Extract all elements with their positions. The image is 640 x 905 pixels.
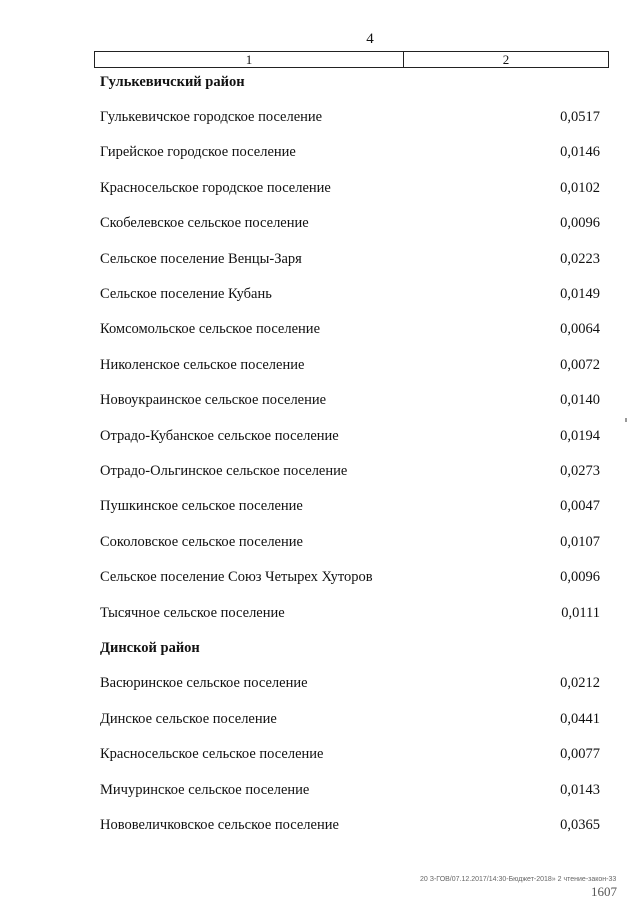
table-row — [100, 315, 600, 345]
settlement-name: Комсомольское сельское поселение — [100, 321, 320, 338]
column-1-header: 1 — [95, 52, 404, 67]
coefficient-value: 0,0072 — [560, 356, 600, 373]
coefficient-value: 0,0212 — [560, 675, 600, 692]
scan-mark — [625, 418, 627, 422]
settlement-name: Отрадо-Ольгинское сельское поселение — [100, 462, 348, 479]
coefficient-value: 0,0365 — [560, 816, 600, 833]
district-heading-row — [100, 633, 600, 663]
settlement-name: Соколовское сельское поселение — [100, 533, 303, 550]
coefficient-value: 0,0517 — [560, 108, 600, 125]
settlement-name: Гулькевичское городское поселение — [100, 108, 323, 125]
coefficient-value: 0,0064 — [560, 321, 600, 338]
footer-stamp: 20 З-ГОВ/07.12.2017/14:30-Бюджет-2018» 2 чтение-закон-33 — [420, 876, 617, 883]
coefficient-value: 0,0096 — [560, 215, 600, 232]
column-2-header: 2 — [502, 52, 510, 67]
table-row — [100, 527, 600, 557]
coefficient-value: 0,0096 — [560, 569, 600, 586]
settlement-name: Нововеличковское сельское поселение — [100, 816, 339, 833]
settlement-name: Красносельское сельское поселение — [100, 746, 324, 763]
coefficient-value: 0,0194 — [560, 427, 600, 444]
settlement-name: Пушкинское сельское поселение — [100, 498, 303, 515]
settlement-name: Васюринское сельское поселение — [100, 675, 308, 692]
district-name: Динской район — [100, 639, 200, 656]
coefficient-value: 0,0140 — [560, 392, 600, 409]
table-row — [100, 209, 600, 239]
coefficient-value: 0,0077 — [560, 746, 600, 763]
settlement-name: Сельское поселение Союз Четырех Хуторов — [100, 569, 373, 586]
district-heading-row — [100, 67, 600, 97]
table-row — [100, 810, 600, 840]
settlement-name: Мичуринское сельское поселение — [100, 781, 310, 798]
table-row — [100, 138, 600, 168]
page-number: 4 — [366, 31, 374, 47]
coefficient-value: 0,0149 — [560, 285, 600, 302]
table-row — [100, 421, 600, 451]
table-row — [100, 173, 600, 203]
table-row — [100, 244, 600, 274]
settlement-name: Сельское поселение Кубань — [100, 285, 272, 302]
coefficient-value: 0,0273 — [560, 462, 600, 479]
table-row — [100, 563, 600, 593]
settlement-name: Отрадо-Кубанское сельское поселение — [100, 427, 339, 444]
coefficient-value: 0,0146 — [560, 144, 600, 161]
settlement-name: Николенское сельское поселение — [100, 356, 305, 373]
table-row — [100, 386, 600, 416]
table-row — [100, 704, 600, 734]
settlement-name: Гирейское городское поселение — [100, 144, 296, 161]
settlement-name: Красносельское городское поселение — [100, 179, 331, 196]
table-row — [100, 102, 600, 132]
table-row — [100, 279, 600, 309]
coefficient-value: 0,0047 — [560, 498, 600, 515]
coefficient-value: 0,0143 — [560, 781, 600, 798]
table-row — [100, 492, 600, 522]
settlement-name: Новоукраинское сельское поселение — [100, 392, 327, 409]
settlement-name: Динское сельское поселение — [100, 710, 277, 727]
table-row — [100, 598, 600, 628]
settlement-name: Тысячное сельское поселение — [100, 604, 285, 621]
table-row — [100, 456, 600, 486]
coefficient-value: 0,0111 — [561, 604, 600, 621]
settlement-name: Сельское поселение Венцы-Заря — [100, 250, 302, 267]
coefficient-value: 0,0102 — [560, 179, 600, 196]
table-row — [100, 775, 600, 805]
coefficient-value: 0,0107 — [560, 533, 600, 550]
table-row — [100, 350, 600, 380]
table-column-header — [94, 51, 609, 68]
table-row — [100, 669, 600, 699]
settlement-name: Скобелевское сельское поселение — [100, 215, 309, 232]
coefficient-value: 0,0441 — [560, 710, 600, 727]
table-row — [100, 740, 600, 770]
coefficient-value: 0,0223 — [560, 250, 600, 267]
district-name: Гулькевичский район — [100, 73, 245, 90]
footer-page-code: 1607 — [591, 884, 617, 899]
